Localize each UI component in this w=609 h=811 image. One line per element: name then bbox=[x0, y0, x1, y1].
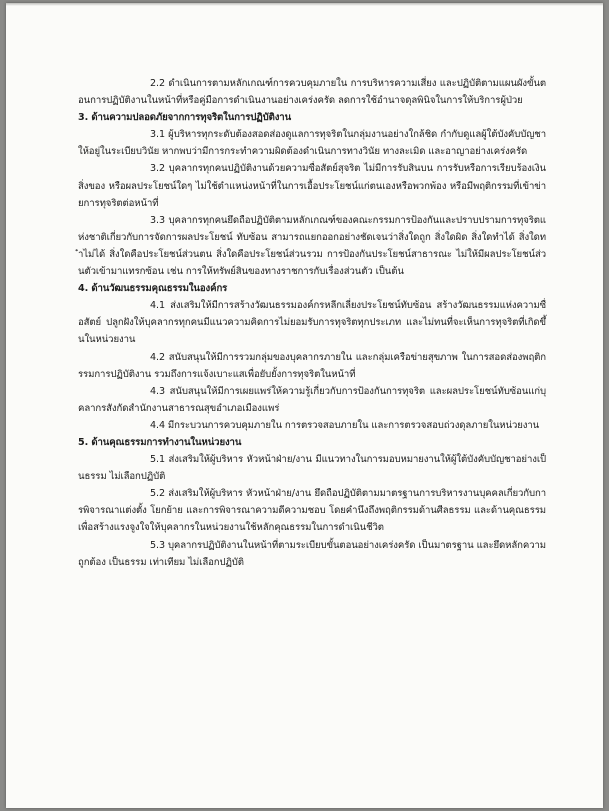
document-body bbox=[78, 75, 546, 571]
paragraph-4-4: 4.4 มีกระบวนการควบคุมภายใน การตรวจสอบภายใน และการตรวจสอบถ่วงดุลภายในหน่วยงาน bbox=[150, 419, 540, 431]
paragraph-2-2: 2.2 ดำเนินการตามหลักเกณฑ์การควบคุมภายใน การบริหารความเสี่ยง และปฏิบัติตามแผนผังขั้นตอนการปฏิบัติงานในหน้าที่หรือคู่มือการดำเนินงานอย่างเคร่งครัด ลดการใช้อำนาจดุลพินิจในการให้บริการผู้ป่วย bbox=[78, 78, 546, 107]
paragraph-5-3: 5.3 บุคลากรปฏิบัติงานในหน้าที่ตามระเบียบขั้นตอนอย่างเคร่งครัด เป็นมาตรฐาน และยึดหลักความถูกต้อง เป็นธรรม เท่าเทียม ไม่เลือกปฏิบัติ bbox=[78, 539, 546, 568]
section-4-heading: 4. ด้านวัฒนธรรมคุณธรรมในองค์กร bbox=[78, 283, 228, 295]
paragraph-5-2: 5.2 ส่งเสริมให้ผู้บริหาร หัวหน้าฝ่าย/งาน ยึดถือปฏิบัติตามมาตรฐานการบริหารงานบุคคลเกี่ยวกับการพิจารณาแต่งตั้ง โยกย้าย และการพิจารณาความดีความชอบ โดยคำนึงถึงพฤติกรรมด้านศีลธรรม และด้านคุณธรรม เพื่อสร้างแรงจูงใจให้บุคลากรในหน่วยงานใช้หลักคุณธรรมในการดำเนินชีวิต bbox=[78, 488, 546, 534]
section-5-heading: 5. ด้านคุณธรรมการทำงานในหน่วยงาน bbox=[78, 436, 242, 448]
paragraph-4-3: 4.3 สนับสนุนให้มีการเผยแพร่ให้ความรู้เกี่ยวกับการป้องกันการทุจริต และผลประโยชน์ทับซ้อนแก่บุคลากรสังกัดสำนักงานสาธารณสุขอำเภอเมืองแพร่ bbox=[78, 385, 546, 414]
paragraph-3-3: 3.3 บุคลากรทุกคนยึดถือปฏิบัติตามหลักเกณฑ์ของคณะกรรมการป้องกันและปราบปรามการทุจริตแห่งชาติเกี่ยวกับการจัดการผลประโยชน์ ทับซ้อน สามารถแยกออกอย่างชัดเจนว่าสิ่งใดถูก สิ่งใดผิด สิ่งใดทำได้ สิ่งใดทำไม่ได้ สิ่งใดคือประโยชน์ส่วนตน สิ่งใดคือประโยชน์ส่วนรวม การป้องกันประโยชน์สาธารณะ ไม่ให้มีผลประโยชน์ส่วนตัวเข้ามาแทรกซ้อน เช่น การให้ทรัพย์สินของทางราชการกับเรื่องส่วนตัว เป็นต้น bbox=[78, 214, 546, 278]
section-3-heading: 3. ด้านความปลอดภัยจากการทุจริตในการปฏิบัติงาน bbox=[78, 112, 292, 124]
document-page bbox=[6, 3, 603, 808]
page-top-edge bbox=[6, 3, 603, 6]
paragraph-4-1: 4.1 ส่งเสริมให้มีการสร้างวัฒนธรรมองค์กรหลีกเลี่ยงประโยชน์ทับซ้อน สร้างวัฒนธรรมแห่งความซื่อสัตย์ ปลูกฝังให้บุคลากรทุกคนมีแนวความคิดการไม่ยอมรับการทุจริตทุกประเภท และไม่ทนที่จะเห็นการทุจริตที่เกิดขึ้นในหน่วยงาน bbox=[78, 300, 546, 346]
paragraph-3-1: 3.1 ผู้บริหารทุกระดับต้องสอดส่องดูแลการทุจริตในกลุ่มงานอย่างใกล้ชิด กำกับดูแลผู้ใต้บังคับบัญชาให้อยู่ในระเบียบวินัย หากพบว่ามีการกระทำความผิดต้องดำเนินการทางวินัย ทางละเมิด และอาญาอย่างเคร่งครัด bbox=[78, 129, 546, 158]
paragraph-3-2: 3.2 บุคลากรทุกคนปฏิบัติงานด้วยความซื่อสัตย์สุจริต ไม่มีการรับสินบน การรับหรือการเรียบร้องเงินสิ่งของ หรือผลประโยชน์ใดๆ ไม่ใช้ตำแหน่งหน้าที่ในการเอื้อประโยชน์แก่ตนเองหรือพวกพ้อง หรือมีพฤติกรรมที่เข้าข่ายการทุจริตต่อหน้าที่ bbox=[78, 163, 546, 209]
paragraph-4-2: 4.2 สนับสนุนให้มีการรวมกลุ่มของบุคลากรภายใน และกลุ่มเครือข่ายสุขภาพ ในการสอดส่องพฤติกรรมการปฏิบัติงาน รวมถึงการแจ้งเบาะแสเพื่อยับยั้งการทุจริตในหน้าที่ bbox=[78, 351, 546, 380]
paragraph-5-1: 5.1 ส่งเสริมให้ผู้บริหาร หัวหน้าฝ่าย/งาน มีแนวทางในการมอบหมายงานให้ผู้ใต้บังคับบัญชาอย่างเป็นธรรม ไม่เลือกปฏิบัติ bbox=[78, 454, 546, 483]
